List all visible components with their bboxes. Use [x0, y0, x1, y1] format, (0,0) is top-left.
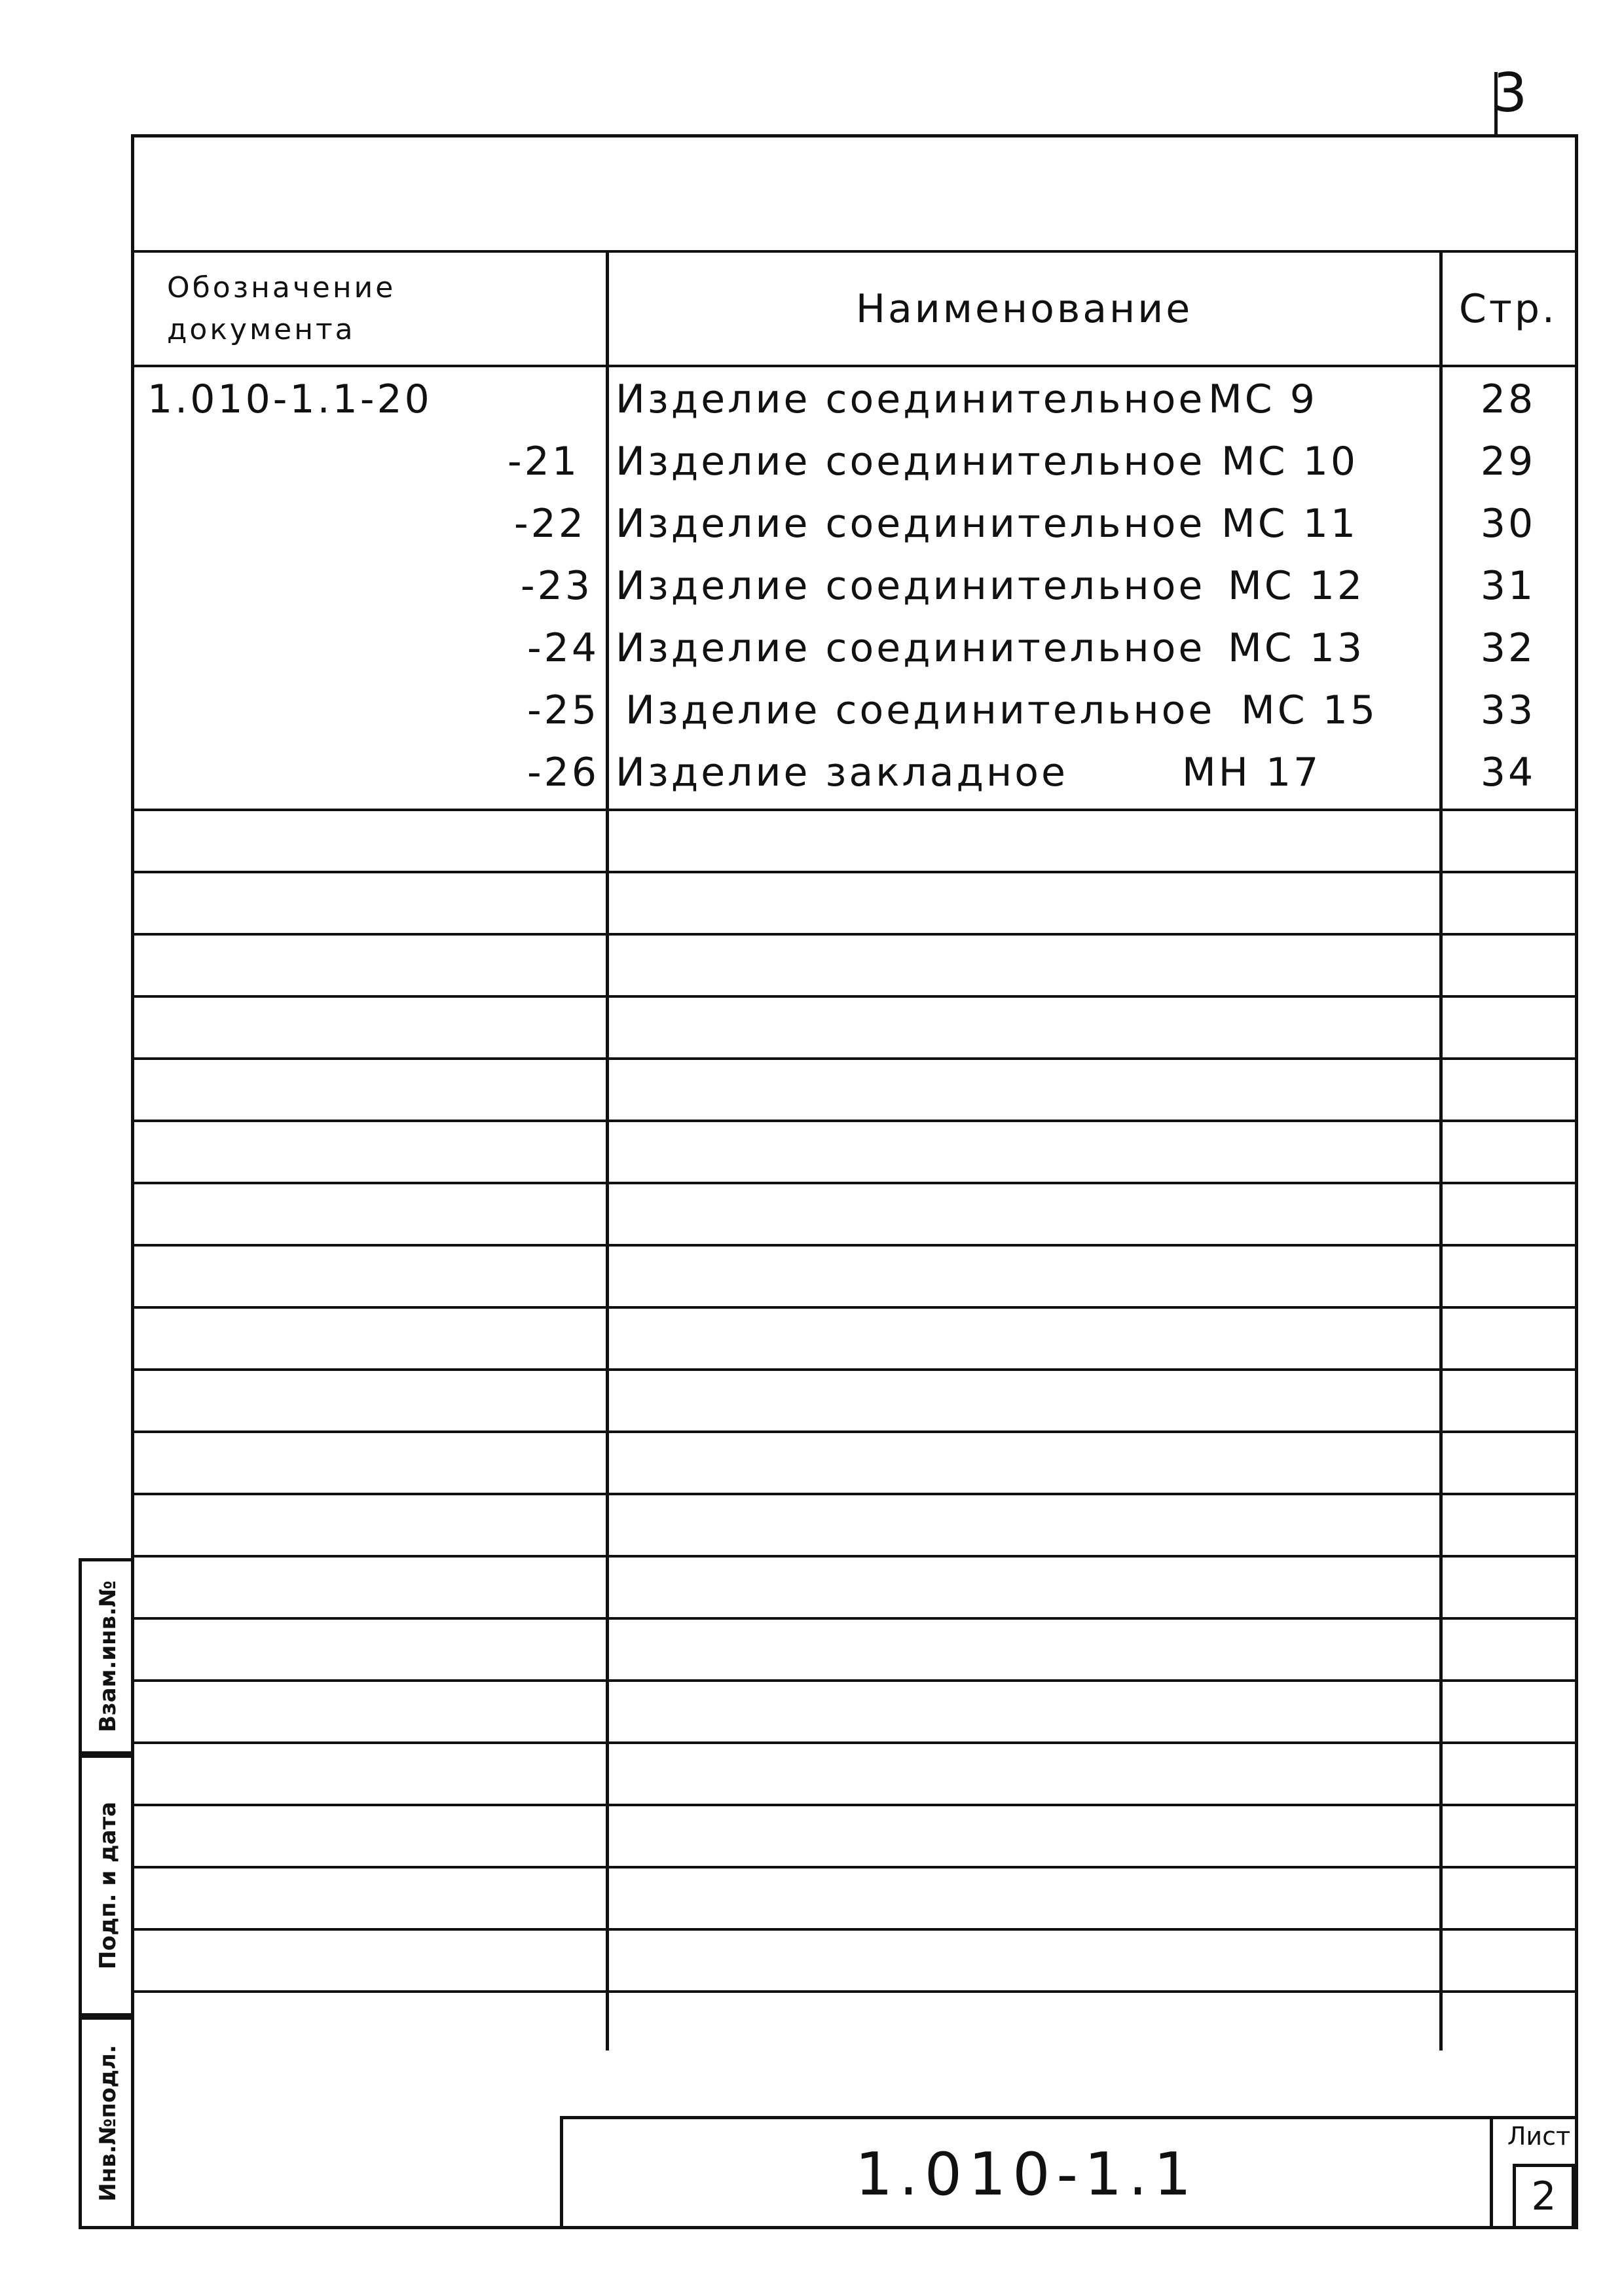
row-3-mark: МС 11 [1221, 501, 1359, 547]
column-divider-1 [606, 250, 609, 2050]
table-rule-13 [134, 1555, 1575, 1558]
table-rule-9 [134, 1306, 1575, 1309]
side-stamp-replace-inv [79, 1558, 134, 1755]
sheet-number: 2 [1513, 2164, 1575, 2229]
table-rule-14 [134, 1617, 1575, 1620]
sheet-label: Лист [1507, 2122, 1571, 2151]
sheet-box [1490, 2119, 1585, 2229]
row-6-mark: МС 15 [1241, 687, 1378, 733]
title-block [560, 2116, 1578, 2229]
table-rule-2 [134, 871, 1575, 873]
row-5-page: 32 [1480, 625, 1536, 671]
row-7-designation: -26 [527, 750, 599, 795]
row-3-designation: -22 [514, 501, 586, 547]
table-rule-16 [134, 1741, 1575, 1744]
table-rule-18 [134, 1866, 1575, 1868]
row-2-designation: -21 [507, 439, 580, 484]
table-rule-8 [134, 1244, 1575, 1247]
header-top-line [134, 250, 1575, 253]
row-1-page: 28 [1480, 376, 1536, 422]
row-2-page: 29 [1480, 439, 1536, 484]
table-rule-15 [134, 1679, 1575, 1682]
row-6-designation: -25 [527, 687, 599, 733]
row-7-mark: МН 17 [1182, 750, 1321, 795]
document-code: 1.010-1.1 [855, 2140, 1198, 2209]
table-rule-20 [134, 1990, 1575, 1993]
row-2-name: Изделие соединительное [616, 439, 1206, 484]
row-3-name: Изделие соединительное [616, 501, 1206, 547]
table-rule-1 [134, 809, 1575, 811]
row-6-page: 33 [1480, 687, 1536, 733]
side-stamp-inv-orig [79, 2016, 134, 2229]
table-rule-4 [134, 995, 1575, 998]
row-4-designation: -23 [521, 563, 593, 609]
row-4-mark: МС 12 [1228, 563, 1365, 609]
table-rule-12 [134, 1493, 1575, 1495]
row-7-name: Изделие закладное [616, 750, 1068, 795]
row-5-designation: -24 [527, 625, 599, 671]
header-designation [167, 257, 396, 361]
table-rule-3 [134, 933, 1575, 936]
row-5-mark: МС 13 [1228, 625, 1365, 671]
page-number: 3 [1493, 62, 1530, 124]
table-rule-11 [134, 1430, 1575, 1433]
row-1-mark: МС 9 [1208, 376, 1318, 422]
table-rule-10 [134, 1368, 1575, 1371]
header-designation-line1: Обозначение [167, 271, 396, 304]
header-bottom-line [134, 365, 1575, 367]
header-page: Стр. [1458, 286, 1557, 332]
row-4-page: 31 [1480, 563, 1536, 609]
header-designation-line2: документа [167, 313, 356, 346]
table-rule-6 [134, 1120, 1575, 1122]
side-label-replace-inv: Взам.инв.№ [95, 1580, 121, 1732]
row-2-mark: МС 10 [1221, 439, 1359, 484]
row-5-name: Изделие соединительное [616, 625, 1206, 671]
table-rule-5 [134, 1057, 1575, 1060]
table-rule-17 [134, 1804, 1575, 1806]
row-7-page: 34 [1480, 750, 1536, 795]
row-1-name: Изделие соединительное [616, 376, 1206, 422]
row-1-designation: 1.010-1.1-20 [147, 376, 432, 422]
header-name: Наименование [855, 286, 1193, 332]
side-label-sign-date: Подп. и дата [95, 1801, 121, 1970]
side-label-inv-orig: Инв.№подл. [95, 2044, 121, 2202]
row-4-name: Изделие соединительное [616, 563, 1206, 609]
row-3-page: 30 [1480, 501, 1536, 547]
drawing-frame [131, 134, 1578, 2229]
table-rule-19 [134, 1928, 1575, 1931]
side-stamp-sign-date [79, 1755, 134, 2016]
table-rule-7 [134, 1182, 1575, 1184]
row-6-name: Изделие соединительное [625, 687, 1215, 733]
